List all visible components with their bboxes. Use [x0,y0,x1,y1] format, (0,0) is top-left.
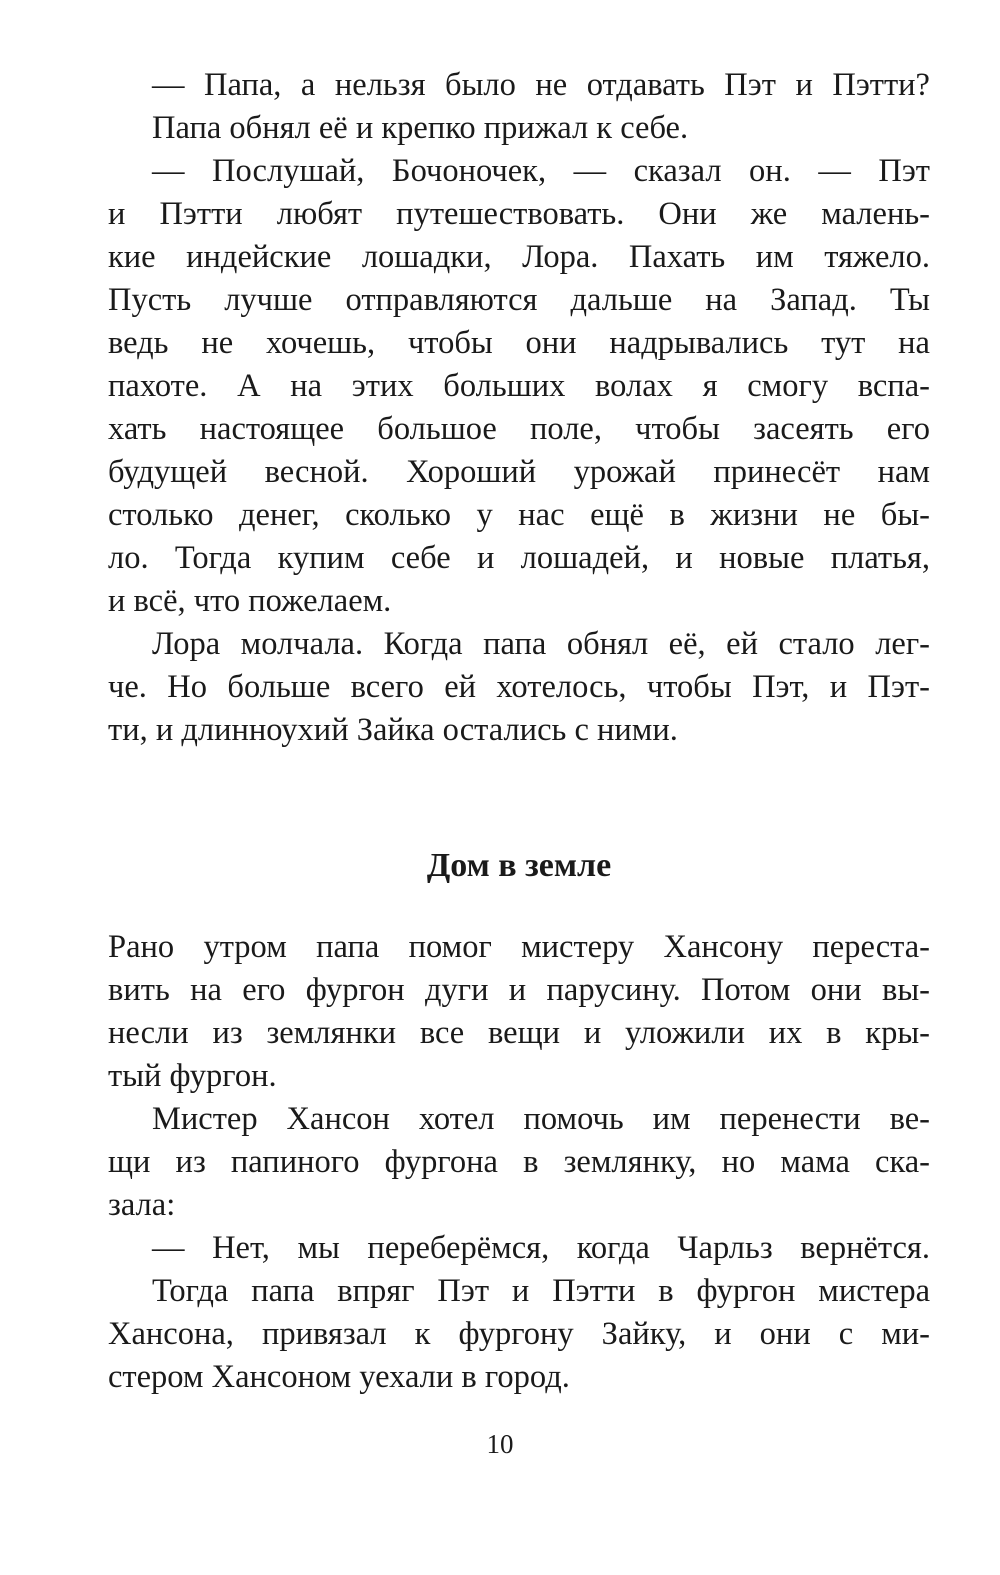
text-line: щи из папиного фургона в землянку, но мама ска- [108,1144,930,1180]
text-line: ведь не хочешь, чтобы они надрывались тут на [108,325,930,361]
text-line: че. Но больше всего ей хотелось, чтобы Пэт, и Пэт- [108,669,930,705]
text-line: Хансона, привязал к фургону Зайку, и они с ми- [108,1316,930,1352]
text-line: Мистер Хансон хотел помочь им перенести ве- [152,1101,930,1137]
page-body [108,64,930,1395]
text-line: — Послушай, Бочоночек, — сказал он. — Пэт [152,153,930,189]
text-line: ло. Тогда купим себе и лошадей, и новые платья, [108,540,930,576]
text-line: Рано утром папа помог мистеру Хансону переста- [108,929,930,965]
text-line: тый фургон. [108,1058,277,1094]
text-line: — Нет, мы переберёмся, когда Чарльз вернётся. [152,1230,930,1266]
text-line: кие индейские лошадки, Лора. Пахать им тяжело. [108,239,930,275]
text-line: Тогда папа впряг Пэт и Пэтти в фургон мистера [152,1273,930,1309]
text-line: Лора молчала. Когда папа обнял её, ей стало лег- [152,626,930,662]
chapter-heading: Дом в земле [426,847,612,884]
text-line: несли из землянки все вещи и уложили их в кры- [108,1015,930,1051]
section-2 [108,926,930,1399]
text-line: и всё, что пожелаем. [108,583,392,619]
text-line: столько денег, сколько у нас ещё в жизни не бы- [108,497,930,533]
text-line: будущей весной. Хороший урожай принесёт нам [108,454,930,490]
text-line: Папа обнял её и крепко прижал к себе. [152,110,689,146]
text-line: пахоте. А на этих больших волах я смогу вспа- [108,368,930,404]
text-line: Пусть лучше отправляются дальше на Запад. Ты [108,282,930,318]
text-line: ти, и длинноухий Зайка остались с ними. [108,712,678,748]
section-1 [108,64,930,752]
text-line: зала: [108,1187,176,1223]
text-line: вить на его фургон дуги и парусину. Потом они вы- [108,972,930,1008]
text-line: и Пэтти любят путешествовать. Они же малень- [108,196,930,232]
page-number: 10 [486,1429,514,1459]
text-line: хать настоящее большое поле, чтобы засеять его [108,411,930,447]
text-line: стером Хансоном уехали в город. [108,1359,570,1395]
text-line: — Папа, а нельзя было не отдавать Пэт и Пэтти? [152,67,930,103]
